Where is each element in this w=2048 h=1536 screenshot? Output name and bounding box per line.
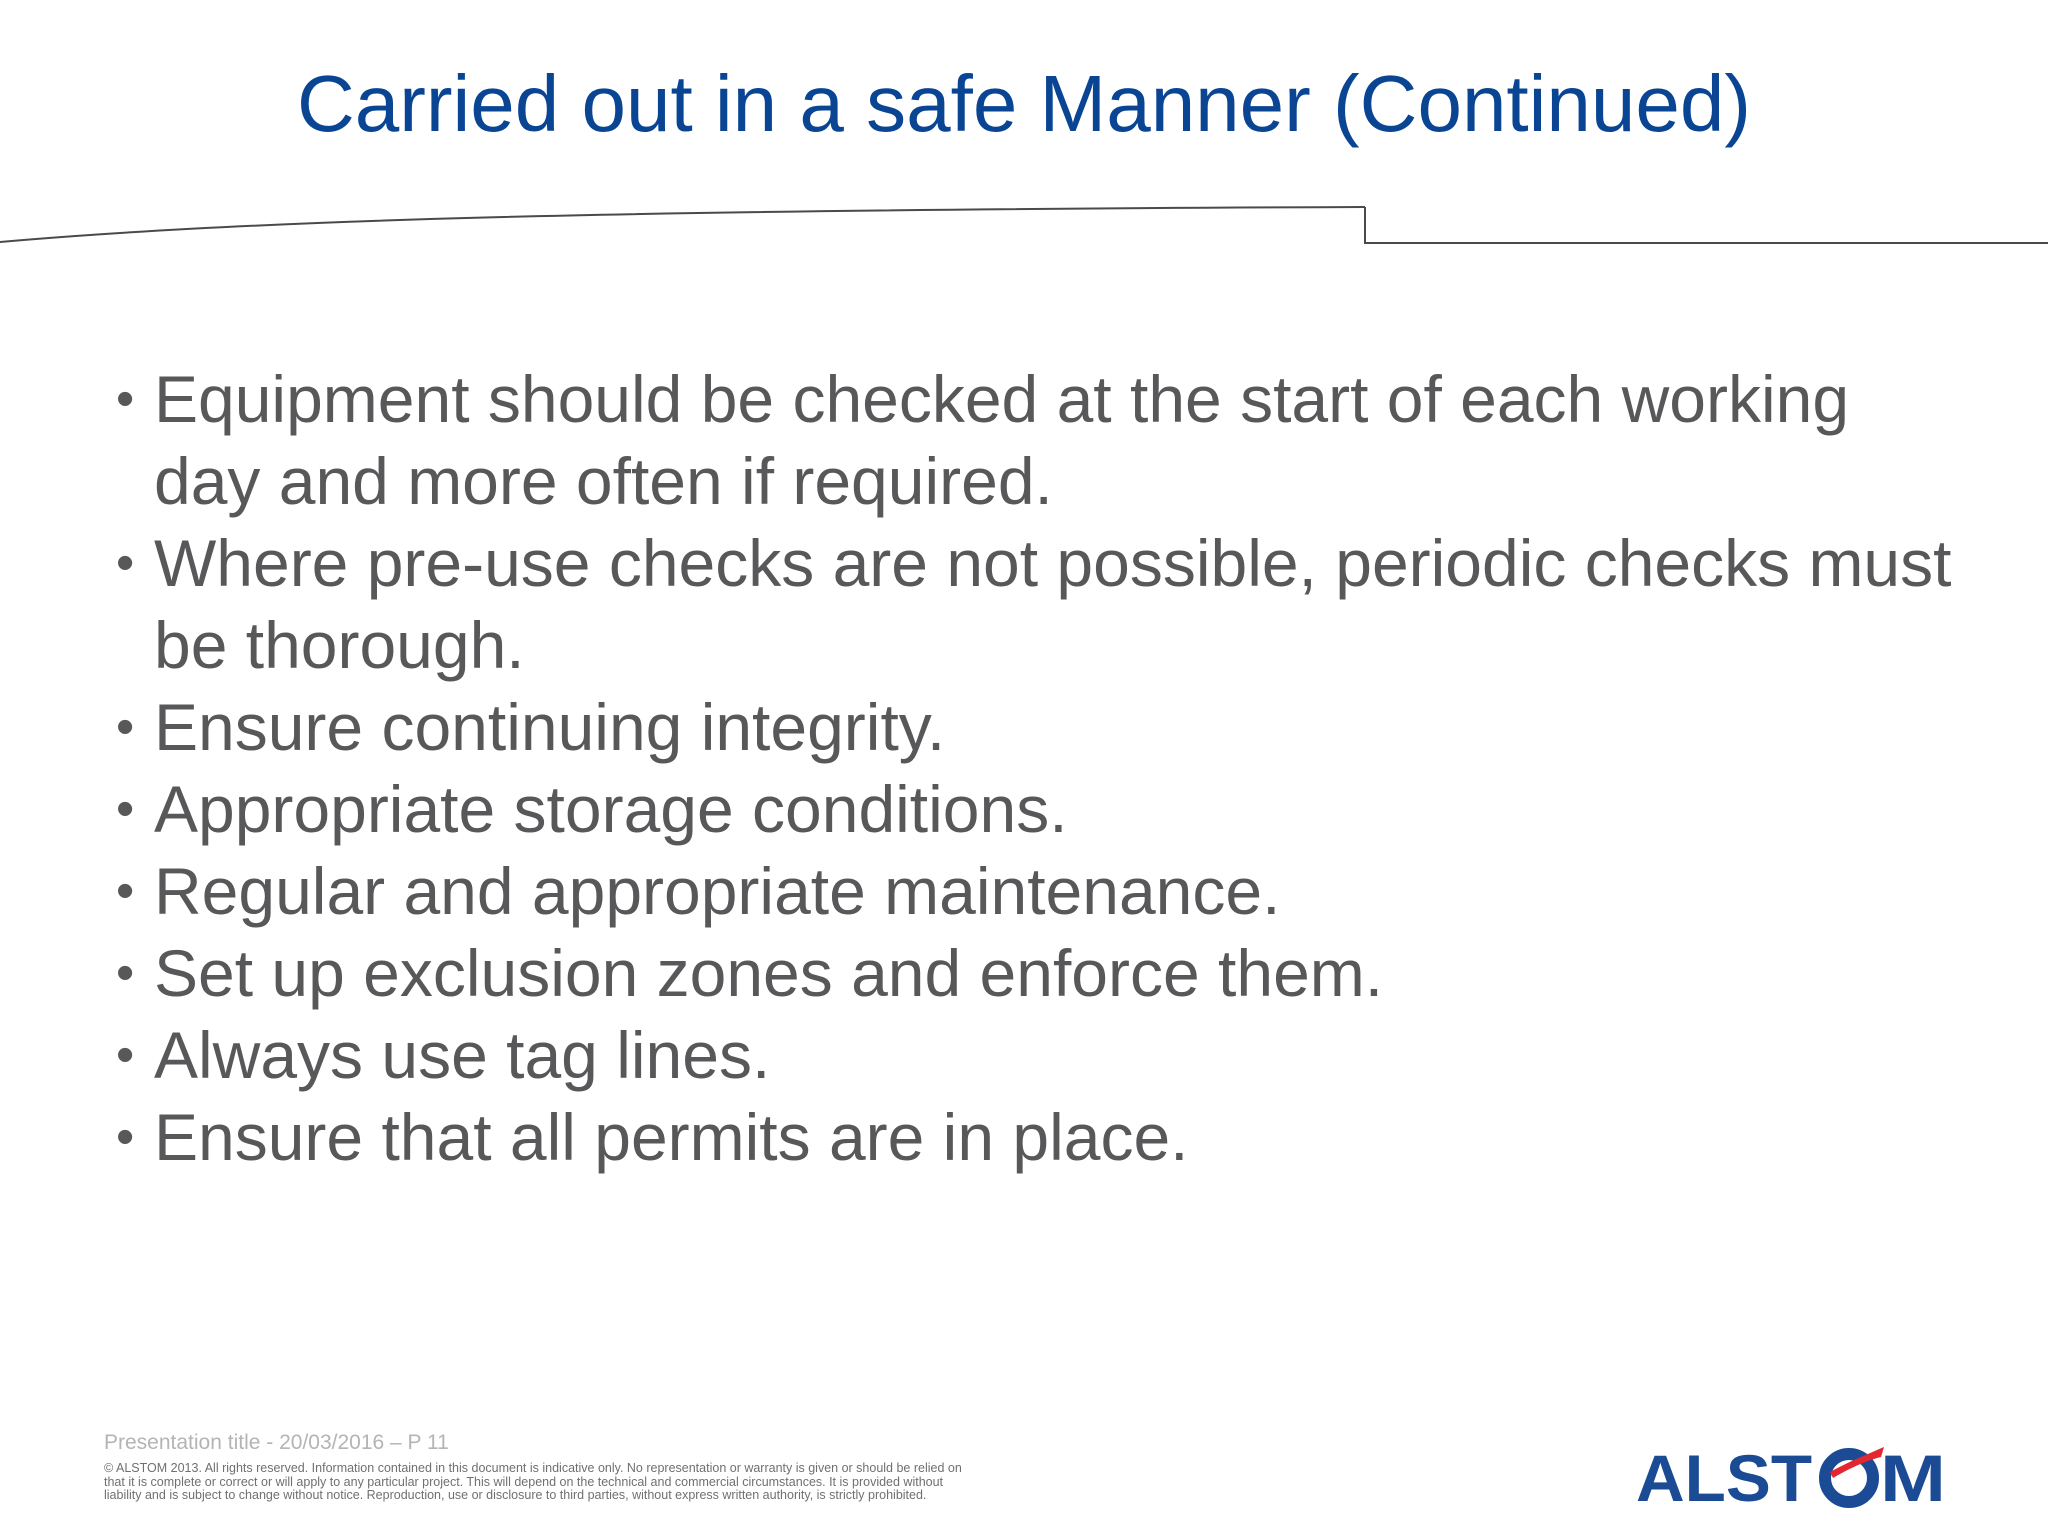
alstom-logo: [1636, 1444, 1948, 1512]
bullet-text: Always use tag lines.: [154, 1018, 771, 1092]
bullet-list: [116, 358, 1966, 1178]
bullet-text: Ensure continuing integrity.: [154, 690, 946, 764]
bullet-point-icon: •: [116, 534, 135, 592]
bullet-text: Set up exclusion zones and enforce them.: [154, 936, 1384, 1010]
bullet-item: [116, 1014, 1966, 1096]
bullet-item: [116, 358, 1966, 522]
bullet-point-icon: •: [116, 1108, 135, 1166]
bullet-text: Appropriate storage conditions.: [154, 772, 1068, 846]
bullet-item: [116, 768, 1966, 850]
title-divider-line: [0, 195, 2048, 255]
bullet-item: [116, 522, 1966, 686]
bullet-point-icon: •: [116, 944, 135, 1002]
bullet-item: [116, 1096, 1966, 1178]
bullet-item: [116, 932, 1966, 1014]
bullet-point-icon: •: [116, 698, 135, 756]
bullet-text: Ensure that all permits are in place.: [154, 1100, 1189, 1174]
bullet-text: Where pre-use checks are not possible, periodic checks must be thorough.: [154, 526, 1952, 682]
legal-line: that it is complete or correct or will apply to any particular project. This will depend on the technical and commercial circumstances. It is provided without: [104, 1474, 944, 1489]
bullet-item: [116, 850, 1966, 932]
legal-line: © ALSTOM 2013. All rights reserved. Information contained in this document is indicative only. No representation or warranty is given or should be relied on: [104, 1461, 962, 1475]
svg-text:M: M: [1880, 1444, 1946, 1512]
bullet-point-icon: •: [116, 780, 135, 838]
bullet-point-icon: •: [116, 1026, 135, 1084]
legal-line: liability and is subject to change without notice. Reproduction, use or disclosure to third parties, without express written authority, is strictly prohibited.: [104, 1488, 927, 1502]
bullet-text: Equipment should be checked at the start of each working day and more often if required.: [154, 362, 1850, 518]
slide-title: Carried out in a safe Manner (Continued): [296, 59, 1752, 148]
footer-legal-notice: [104, 1462, 1104, 1503]
bullet-point-icon: •: [116, 370, 135, 428]
bullet-point-icon: •: [116, 862, 135, 920]
footer-presentation-info: Presentation title - 20/03/2016 – P 11: [104, 1431, 449, 1454]
bullet-item: [116, 686, 1966, 768]
svg-text:ALST: ALST: [1636, 1444, 1812, 1512]
bullet-text: Regular and appropriate maintenance.: [154, 854, 1281, 928]
